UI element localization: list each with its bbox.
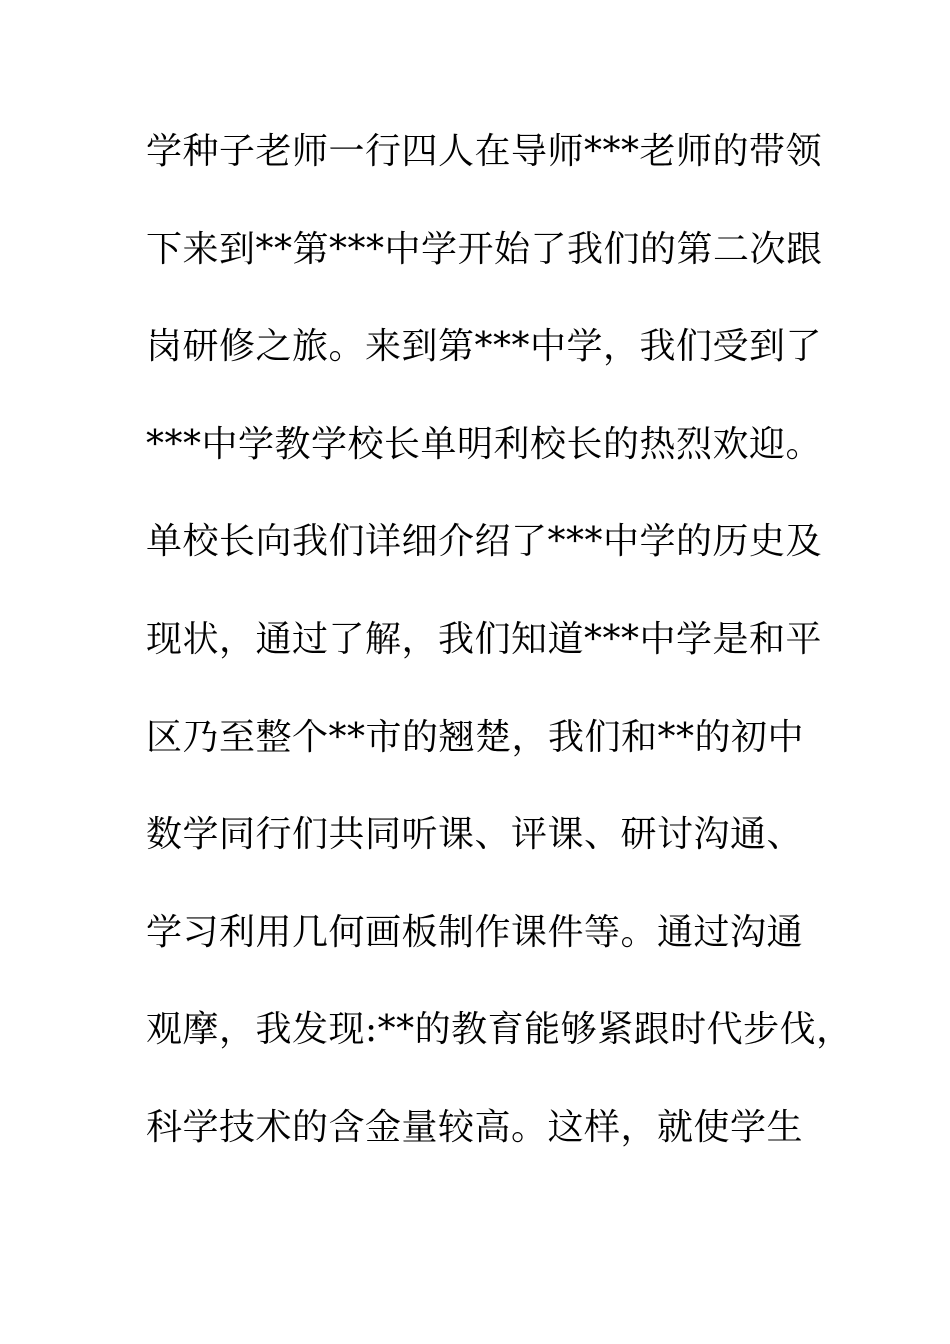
text-line: 单校长向我们详细介绍了***中学的历史及 (146, 521, 823, 563)
text-line: 区乃至整个**市的翘楚，我们和**的初中 (146, 716, 805, 758)
text-line: 数学同行们共同听课、评课、研讨沟通、 (146, 814, 804, 856)
text-line: 观摩，我发现:**的教育能够紧跟时代步伐， (146, 1009, 853, 1051)
text-line: 科学技术的含金量较高。这样，就使学生 (146, 1106, 804, 1148)
text-line: 学习利用几何画板制作课件等。通过沟通 (146, 911, 804, 953)
text-line: 学种子老师一行四人在导师***老师的带领 (146, 131, 823, 172)
body-text (146, 126, 853, 1200)
text-line: 下来到**第***中学开始了我们的第二次跟 (146, 228, 823, 270)
text-line: 现状，通过了解，我们知道***中学是和平 (146, 618, 823, 660)
text-line: 岗研修之旅。来到第***中学，我们受到了 (146, 326, 823, 368)
text-line: ***中学教学校长单明利校长的热烈欢迎。 (146, 423, 823, 465)
